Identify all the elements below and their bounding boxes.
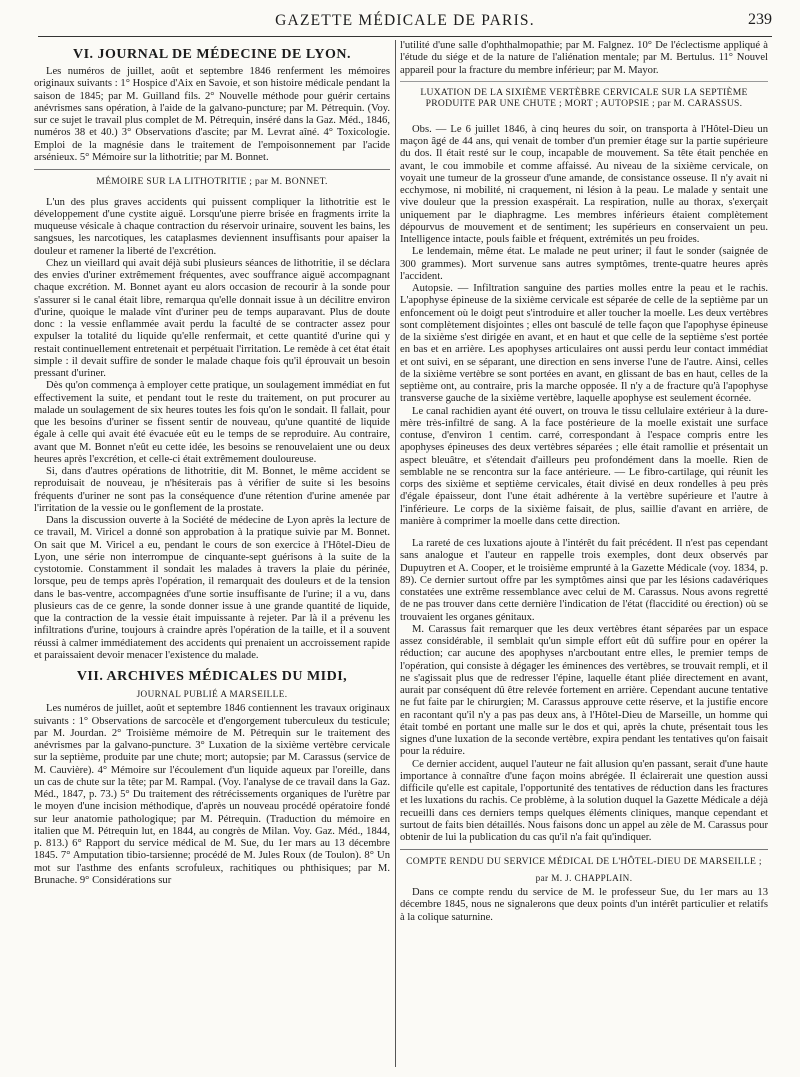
memoire-paragraph: Chez un vieillard qui avait déjà subi plusieurs séances de lithotritie, il se déclara des envies d'uriner extrêmement fréquentes, avec souffrance aiguë accompagnant chaque excrétion. M. Bonnet ayant eu alors occasion de recourir à la sonde pour s'assurer si le canal était libre, remarqua qu'elle donnait issue à un décilitre environ d'urine, quoique le malade vînt d'uriner peu de temps auparavant. Plus de doute donc : la vessie enflammée avait perdu la faculté de se contracter assez pour expulser la totalité du liquide qu'elle renfermait, et cette quantité d'urine qui y restait continuellement entretenait et perpétuait l'irritation. Le remède à cet état était simple : il devait suffire de sonder le malade chaque fois qu'il éprouvait un besoin pressant d'uriner. xyxy=(34,257,390,379)
section-separator xyxy=(400,849,768,850)
compte-rendu-body: Dans ce compte rendu du service de M. le professeur Sue, du 1er mars au 13 décembre 1845, nous ne signalerons que deux points d'un intérêt particulier et relatifs à la colique saturnine. xyxy=(400,887,768,923)
memoire-paragraph: Dans la discussion ouverte à la Société de médecine de Lyon après la lecture de ce travail, M. Viricel a donné son approbation à la pratique suivie par M. Bonnet. On sait que M. Viricel a eu, pendant le cours de son exercice à l'Hôtel-Dieu de Lyon, une série non interrompue de cinquante-sept guérisons à la suite de la cystotomie. Constamment il sondait les malades à travers la plaie du périnée, lorsque, peu de temps après l'opération, il remarquait des douleurs et de la tension dans le bas-ventre, accompagnées d'une sortie insuffisante de l'urine; il a vu, dans plusieurs cas de ce genre, la sonde donner issue à une grande quantité de liquide, que la contraction de la vessie était impuissante à rejeter. Par là il a prévenu les infiltrations d'urine, toujours à craindre après l'opération de la taille, et il a souvent réussi à calmer immédiatement des accidents qui prenaient un accroissement rapide et paraissaient devoir menacer l'existence du malade. xyxy=(34,515,390,661)
section-vi-body: Les numéros de juillet, août et septembre 1846 renferment les mémoires originaux suivants : 1° Hospice d'Aix en Savoie, et son histoire médicale pendant la saison de 1845; par M. Guilland fils. 2° Nouvelle méthode pour guérir certains anévrismes sans opération, à l'aide de la galvano-puncture; par M. Pétrequin. (Voy. sur ce sujet le travail plus complet de M. Pétrequin, inséré dans la Gaz. Méd., 1846, numéros 38 et 40.) 3° Observations d'ascite; par M. Levrat aîné. 4° Toxicologie. Emploi de la magnésie dans le traitement de l'empoisonnement par l'acide arsénieux. 5° Mémoire sur la lithotritie; par M. Bonnet. xyxy=(34,66,390,163)
memoire-paragraph: Dès qu'on commença à employer cette pratique, un soulagement immédiat en fut effectivement la suite, et pendant tout le reste du traitement, on put procurer au malade un soulagement de six heures toutes les fois qu'on le sondait. Il fallait, pour que les besoins d'uriner se fissent sentir de nouveau, qu'une quantité de liquide égale à celle qui avait été évacuée eût eu le temps de se reproduire. Au contraire, avant que M. Bonnet n'eût eu cette idée, les besoins se renouvelaient une ou deux heures après l'excrétion, et celle-ci était extrêmement douloureuse. xyxy=(34,380,390,465)
right-column xyxy=(400,40,768,1069)
compte-rendu-author: par M. J. CHAPPLAIN. xyxy=(535,872,633,883)
section-vii-heading: VII. ARCHIVES MÉDICALES DU MIDI, xyxy=(76,669,348,684)
page-number: 239 xyxy=(748,11,772,28)
memoire-heading: MÉMOIRE SUR LA LITHOTRITIE ; par M. BONNET. xyxy=(96,176,328,187)
section-vii-subtitle: JOURNAL PUBLIÉ A MARSEILLE. xyxy=(136,689,288,699)
observation-paragraph: Le lendemain, même état. Le malade ne peut uriner; il faut le sonder (saignée de 300 grammes). Mort survenue sans autres symptômes, trente-quatre heures après l'accident. xyxy=(400,246,768,282)
memoire-paragraph: L'un des plus graves accidents qui puissent compliquer la lithotritie est le développement d'une cystite aiguë. Lorsqu'une pierre brisée en fragments irrite la muqueuse vésicale à chaque contraction du réservoir urinaire, souvent les bains, les sangsues, les narcotiques, les cataplasmes deviennent insuffisants pour apaiser la douleur et ramener la liberté de l'excrétion. xyxy=(34,196,390,257)
continued-list: l'utilité d'une salle d'ophthalmopathie; par M. Falgnez. 10° De l'éclectisme appliqué à l'étude du siége et de la nature de l'aliénation mentale; par M. Bertulus. 11° Nouvel appareil pour la fracture du membre inférieur; par M. Mayor. xyxy=(400,40,768,76)
running-header xyxy=(38,8,772,37)
section-separator xyxy=(34,169,390,170)
luxation-heading: LUXATION DE LA SIXIÈME VERTÈBRE CERVICALE SUR LA SEPTIÈME PRODUITE PAR UNE CHUTE ; MORT ; AUTOPSIE ; par M. CARASSUS. xyxy=(420,86,748,110)
memoire-paragraph: Si, dans d'autres opérations de lithotritie, dit M. Bonnet, le même accident se reproduisait de nouveau, je n'hésiterais pas à vérifier de suite si les besoins fréquents d'uriner ne sont pas la conséquence d'une rétention d'urine amenée par l'irritation de la vessie ou le gonflement de la prostate. xyxy=(34,466,390,514)
commentary-paragraph: M. Carassus fait remarquer que les deux vertèbres étant séparées par un espace assez considérable, il semblait qu'un simple effort eût dû suffire pour en opérer la réduction; car aucune des apophyses n'arcboutant entre elles, le premier temps de l'opération, qui consiste à dégager les éminences des vertèbres, se trouvait rempli, et il ne s'agissait plus que de redresser l'épine, laquelle étant pliée directement en avant, aurait par conséquent dû être relevée fortement en arrière. Cependant aucune tentative ne fut faite par le chirurgien; M. Carassus approuve cette réserve, et la justifie encore en racontant qu'il n'y a pas pas deux ans, à l'Hôtel-Dieu de Marseille, un homme qui était tombé en portant une malle sur le dos et qui, après la chute, présentait tous les signes d'une luxation de la seconde vertèbre, expira pendant les tentatives qu'on faisait pour la réduire. xyxy=(400,623,768,758)
left-column xyxy=(34,40,390,1069)
commentary-paragraph: La rareté de ces luxations ajoute à l'intérêt du fait précédent. Il n'est pas cependant sans analogue et l'auteur en rappelle trois exemples, dont deux observés par Dupuytren et A. Cooper, et le troisième emprunté à la Gazette Médicale (voy. 1834, p. 89). Ce dernier surtout offre par les symptômes ainsi que par les lésions cadavériques constatées une extrême ressemblance avec celui de M. Carassus. Nous avons regretté de ne pas trouver dans cette dernière l'indication de l'état (flaccidité ou érection) où se trouvaient les organes génitaux. xyxy=(400,538,768,623)
autopsy-paragraph: Le canal rachidien ayant été ouvert, on trouva le tissu cellulaire extérieur à la dure-mère très-infiltré de sang. A la face postérieure de la moelle existait une surface contuse, d'environ 1 centim. carré, correspondant à l'espace compris entre les apophyses épineuses des deux vertèbres séparées ; elle était ramollie et présentait un aspect bleuâtre, et s'étendait d'ailleurs peu profondément dans la moelle. Rien de semblable ne se rencontra sur la face antérieure. — Le fibro-cartilage, qui réunit les corps des sixième et septième cervicales, était divisé en deux rondelles à peu près d'égale épaisseur, dont l'une était adhérente à la vertèbre supérieure et l'autre à l'inférieure. Le corps de la sixième faisait, de plus, saillie d'avant en arrière, de manière à comprimer la moelle dans cette direction. xyxy=(400,405,768,527)
commentary-paragraph: Ce dernier accident, auquel l'auteur ne fait allusion qu'en passant, serait d'une haute importance à connaître d'une façon moins abrégée. Il éclairerait une question aussi difficile qu'elle est capitale, l'opportunité des tentatives de réduction dans les fractures et les luxations du rachis. Ce problème, à la solution duquel la Gazette Médicale a déjà recueilli dans ces derniers temps quelques éléments cliniques, manque cependant et surtout de faits bien détaillés. Nous faisons donc un appel au zèle de M. Carassus pour obtenir de lui la publication du cas qu'il n'a fait qu'indiquer. xyxy=(400,758,768,843)
journal-title: GAZETTE MÉDICALE DE PARIS. xyxy=(275,12,535,29)
column-divider xyxy=(395,40,396,1067)
compte-rendu-heading: COMPTE RENDU DU SERVICE MÉDICAL DE L'HÔTEL-DIEU DE MARSEILLE ; xyxy=(406,856,762,868)
section-separator xyxy=(400,81,768,82)
section-vi-heading: VI. JOURNAL DE MÉDECINE DE LYON. xyxy=(72,47,352,62)
autopsy-paragraph: Autopsie. — Infiltration sanguine des parties molles entre la peau et le rachis. L'apophyse épineuse de la sixième cervicale est séparée de celle de la septième par un enfoncement où le doigt peut s'introduire et aller toucher la moelle. Les deux vertèbres sont complètement disjointes ; elles ont basculé de telle façon que l'apophyse épineuse de la sixième s'est dirigée en avant, et en haut et que celle de la septième s'est portée en bas et en arrière. Les apophyses articulaires ont aussi perdu leur contact immédiat et ont suivi, en se séparant, une direction en sens inverse l'une de l'autre. Ainsi, celles de la sixième vertèbre se sont portées en avant, en glissant de bas en haut, celles de la septième ont, au contraire, pris la marche opposée. Il n'y a de fracture qu'à l'apophyse transverse gauche de la sixième vertèbre, laquelle apophyse est seulement écornée. xyxy=(400,283,768,405)
observation-paragraph: Obs. — Le 6 juillet 1846, à cinq heures du soir, on transporta à l'Hôtel-Dieu un maçon âgé de 44 ans, qui venait de tomber d'un premier étage sur la partie supérieure du dos. Il était resté sur le coup, incapable de mouvement. Sa tête était penchée en avant, le cou immobile et comme affaissé. Au niveau de la sixième cervicale, on voyait une tumeur de la grosseur d'une amande, de consistance osseuse. Il n'y avait ni ecchymose, ni mobilité, ni craquement, ni lésion à la peau. Le malade y sentait une vive douleur que la pression exaspérait. La respiration, nulle au thorax, s'exerçait uniquement par le diaphragme. Les membres inférieurs étaient complètement dépourvus de mouvement et de sentiment; les supérieurs en conservaient un peu. Intelligence intacte, pouls faible et fréquent, extrémités un peu froides. xyxy=(400,123,768,245)
section-vii-body: Les numéros de juillet, août et septembre 1846 contiennent les travaux originaux suivants : 1° Observations de sarcocèle et d'engorgement tuberculeux du testicule; par M. Jourdan. 2° Troisième mémoire de M. Pétrequin sur le traitement des anévrismes par la galvano-puncture. 3° Luxation de la sixième vertèbre cervicale sur la septième, produite par une chute; mort; autopsie; par M. Carassus (service de M. Cauvière). 4° Mémoire sur l'écoulement d'un liquide aqueux par l'oreille, dans un cas de chute sur la tête; par M. Rampal. (Voy. l'analyse de ce travail dans la Gaz. Méd., 1847, p. 73.) 5° Du traitement des rétrécissements organiques de l'urètre par le moyen d'une incision méthodique, d'après un nouveau procédé opératoire fondé sur leur anatomie pathologique; par M. Pétrequin. (Traduction du mémoire en italien que M. Pétrequin lut, en 1844, au congrès de Milan. Voy. Gaz. Méd., 1844, p. 813.) 6° Rapport du service médical de M. Sue, du 1er mars au 13 décembre 1845. 7° Amputation tibio-tarsienne; procédé de M. Jules Roux (de Toulon). 8° Un mot sur l'asthme des enfants scrofuleux, rachitiques ou phthisiques; par M. Brunache. 9° Considérations sur xyxy=(34,703,390,886)
